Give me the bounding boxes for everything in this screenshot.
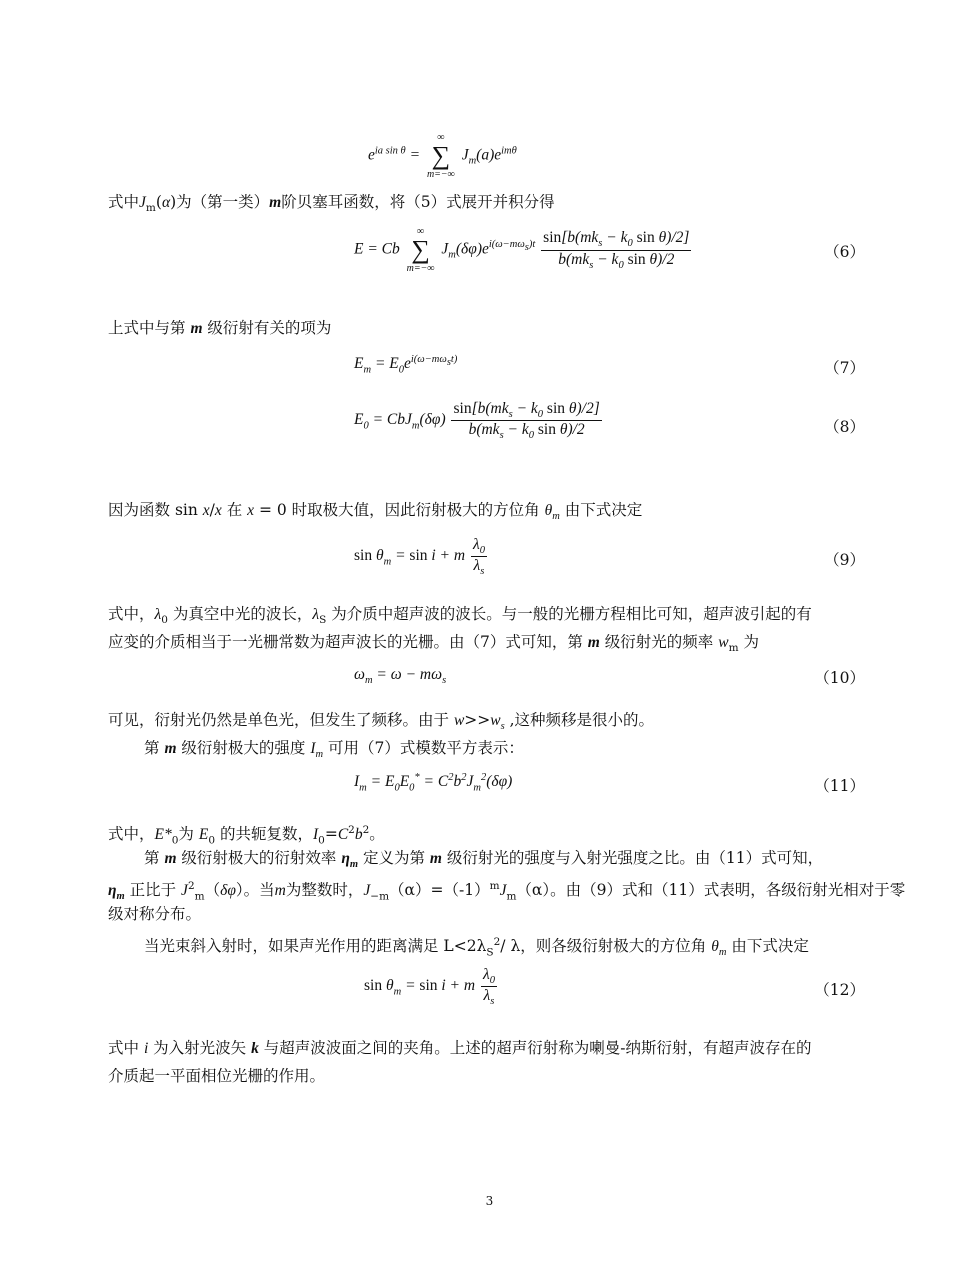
- document-page: $e^{ia sin \theta}$ = ∞ ∑ m=−∞ $J_m(a)e^{im\theta}$ 式中$J_m(\alpha)$为（第一类）m阶贝塞耳函数，将（5）式展开并积分得 E = Cb ∞ ∑ m=−∞ $J_m(\delta\varphi)e^{i(\omega-m\omega_s)t}$ $\frac{\sin[b(mk_s - k_0 \sin \theta)/2]}{b(mk_s - k_0 \sin \theta)/2}$ （6） 上式中与第 m 级衍射有关的项为 $E_m = E_0e^{i(\omega-m\omega_st)}$ （7） $E_0 = CbJ_m(\delta\varphi)$ $\frac{\sin[b(mk_s - k_0 \sin \theta)/2]}{b(mk_s - k_0 \sin \theta)/2}$ （8） 因为函数 sin x/x 在 x = 0 时取极大值，因此衍射极大的方位角 $\theta_m$ 由下式决定 $\sin \theta_m = \sin i + m$ $\frac{\lambda_0}{\lambda_s}$ （9） 式中，$\lambda_0$ 为真空中光的波长，$\lambda_S$ 为介质中超声波的波长。与一般的光栅方程相比可知，超声波引起的有 应变的介质相当于一光栅常数为超声波长的光栅。由（7）式可知，第 m 级衍射光的频率 $w_m$ 为 $\omega_m = \omega - m\omega_s$ （10） 可见，衍射光仍然是单色光，但发生了频移。由于 $w>>w_s$ ,这种频移是很小的。 第 m 级衍射极大的强度 $I_m$ 可用（7）式模数平方表示： $I_m = E_0E_0^* = C^2b^2J_m^2(\delta\varphi)$ （11） 式中，$E*_0$为 $E_0$ 的共轭复数，$I_0=C^2b^2$。 第 m 级衍射极大的衍射效率 $\eta_m$ 定义为第 m 级衍射光的强度与入射光强度之比。由（11）式可知， $\eta_m$ 正比于 $J^2_m(\delta\varphi)$。当m为整数时，$J_{-m}(\alpha)=(-1)^mJ_m(\alpha)$。由（9）式和（11）式表明，各级衍射光相对于零 级对称分布。 当光束斜入射时，如果声光作用的距离满足 $L<2\lambda_S^2/$ λ，则各级衍射极大的方位角 $\theta_m$ 由下式决定 $\sin \theta_m = \sin i + m$ $\frac{\lambda_0}{\lambda_s}$ （12） 式中 i 为入射光波矢 k 与超声波波面之间的夹角。上述的超声衍射称为喇曼-纳斯衍射，有超声波存在的 介质起一平面相位光栅的作用。 3: [0, 0, 979, 1267]
- equation-8: $E_0 = CbJ_m(\delta\varphi)$ $\frac{\sin[b(mk_s - k_0 \sin \theta)/2]}{b(mk_s - k_0 \sin \theta)/2}$ （8）: [354, 400, 865, 442]
- equation-12: $\sin \theta_m = \sin i + m$ $\frac{\lambda_0}{\lambda_s}$ （12）: [364, 966, 865, 1008]
- equation-7: $E_m = E_0e^{i(\omega-m\omega_st)}$ （7）: [354, 354, 865, 377]
- paragraph-mth-order-term: 上式中与第 m 级衍射有关的项为: [108, 319, 332, 337]
- equation-6-number: （6）: [824, 243, 865, 261]
- paragraph-efficiency: 第 m 级衍射极大的衍射效率 $\eta_m$ 定义为第 m 级衍射光的强度与入射光强度之比。由（11）式可知，: [144, 849, 824, 871]
- paragraph-intensity-intro: 第 m 级衍射极大的强度 $I_m$ 可用（7）式模数平方表示：: [144, 739, 524, 761]
- paragraph-grating-constant: 应变的介质相当于一光栅常数为超声波长的光栅。由（7）式可知，第 m 级衍射光的频率 $w_m$ 为: [108, 633, 759, 655]
- paragraph-frequency-shift: 可见，衍射光仍然是单色光，但发生了频移。由于 $w>>w_s$ ,这种频移是很小的。: [108, 711, 655, 733]
- paragraph-conjugate: 式中，$E*_0$为 $E_0$ 的共轭复数，$I_0=C^2b^2$。: [108, 824, 385, 847]
- equation-8-number: （8）: [824, 418, 865, 436]
- equation-10: $\omega_m = \omega - m\omega_s$ （10）: [354, 666, 865, 687]
- page-number: 3: [485, 1194, 494, 1208]
- paragraph-oblique-incidence: 当光束斜入射时，如果声光作用的距离满足 $L<2\lambda_S^2/$ λ，则各级衍射极大的方位角 $\theta_m$ 由下式决定: [144, 936, 809, 959]
- equation-10-number: （10）: [814, 669, 865, 687]
- paragraph-phase-grating: 介质起一平面相位光栅的作用。: [108, 1067, 326, 1085]
- paragraph-raman-nath: 式中 i 为入射光波矢 k 与超声波波面之间的夹角。上述的超声衍射称为喇曼-纳斯衍射，有超声波存在的: [108, 1039, 812, 1057]
- paragraph-symmetric-distribution: 级对称分布。: [108, 905, 202, 923]
- equation-9: $\sin \theta_m = \sin i + m$ $\frac{\lambda_0}{\lambda_s}$ （9）: [354, 536, 865, 578]
- paragraph-bessel-intro: 式中$J_m(\alpha)$为（第一类）m阶贝塞耳函数，将（5）式展开并积分得: [108, 193, 555, 215]
- equation-7-number: （7）: [824, 359, 865, 377]
- equation-11-number: （11）: [814, 777, 865, 795]
- equation-9-number: （9）: [824, 551, 865, 569]
- equation-6: E = Cb ∞ ∑ m=−∞ $J_m(\delta\varphi)e^{i(\omega-m\omega_s)t}$ $\frac{\sin[b(mk_s - k_0 \sin \theta)/2]}{b(mk_s - k_0 \sin \theta)/2}$ （6）: [354, 226, 865, 274]
- paragraph-bessel-symmetry: $\eta_m$ 正比于 $J^2_m(\delta\varphi)$。当m为整数时，$J_{-m}(\alpha)=(-1)^mJ_m(\alpha)$。由（9）式和（11）式表明，各级衍射光相对于零: [108, 880, 906, 903]
- equation-11: $I_m = E_0E_0^* = C^2b^2J_m^2(\delta\varphi)$ （11）: [354, 772, 865, 795]
- equation-12-number: （12）: [814, 981, 865, 999]
- paragraph-wavelengths: 式中，$\lambda_0$ 为真空中光的波长，$\lambda_S$ 为介质中超声波的波长。与一般的光栅方程相比可知，超声波引起的有: [108, 605, 812, 627]
- paragraph-sinx-over-x: 因为函数 sin x/x 在 x = 0 时取极大值，因此衍射极大的方位角 $\theta_m$ 由下式决定: [108, 501, 643, 523]
